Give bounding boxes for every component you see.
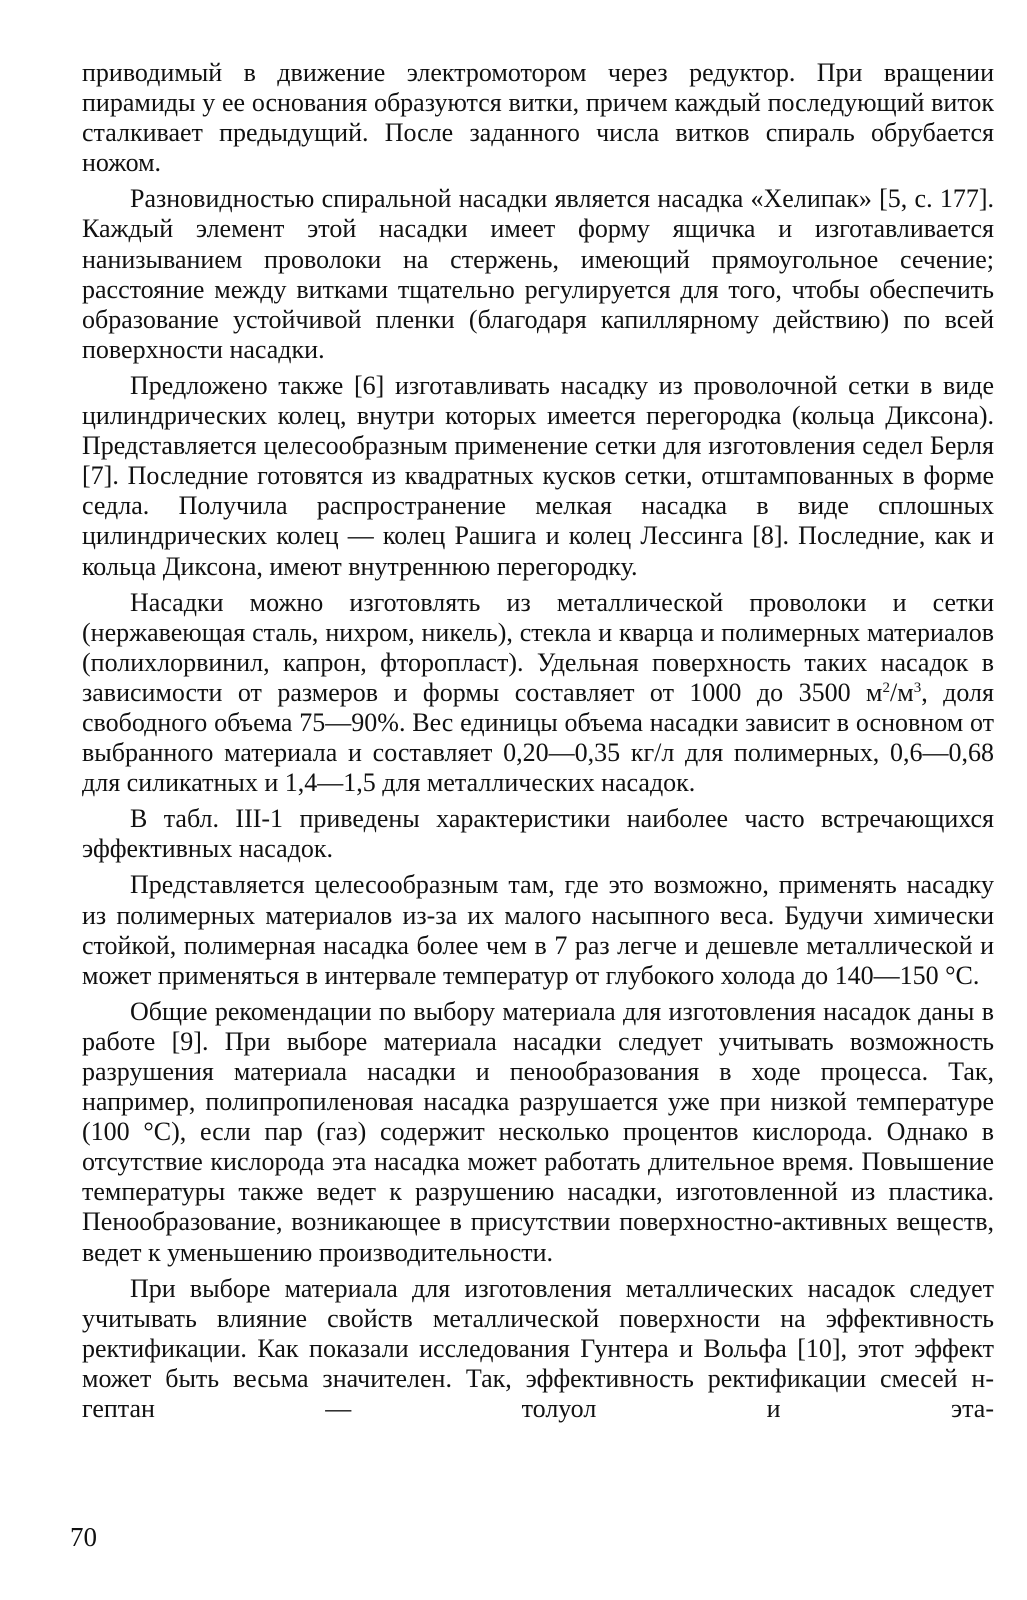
paragraph-4-text-start: Насадки можно изготовлять из металлической проволоки и сетки (нержавеющая сталь, нихром, никель), стекла и кварца и полимерных материалов (полихлорвинил, капрон, фторопласт). Удельная поверхность таких насадок в зависимости от размеров и формы составляет от 1000 до 3500 м xyxy=(82,587,994,707)
paragraph-4 xyxy=(82,588,994,799)
paragraph-6: Представляется целесообразным там, где это возможно, применять насадку из полимерных материалов из-за их малого насыпного веса. Будучи химически стойкой, полимерная насадка более чем в 7 раз легче и дешевле металлической и может применяться в интервале температур от глубокого холода до 140—150 °C. xyxy=(82,870,994,990)
paragraph-4-unit-slash: /м xyxy=(890,677,914,707)
paragraph-7: Общие рекомендации по выбору материала для изготовления насадок даны в работе [9]. При выборе материала насадки следует учитывать возможность разрушения материала насадки и пенообразования в ходе процесса. Так, например, полипропиленовая насадка разрушается уже при низкой температуре (100 °C), если пар (газ) содержит несколько процентов кислорода. Однако в отсутствие кислорода эта насадка может работать длительное время. Повышение температуры также ведет к разрушению насадки, изготовленной из пластика. Пенообразование, возникающее в присутствии поверхностно-активных веществ, ведет к уменьшению производительности. xyxy=(82,996,994,1267)
paragraph-3: Предложено также [6] изготавливать насадку из проволочной сетки в виде цилиндрических колец, внутри которых имеется перегородка (кольца Диксона). Представляется целесообразным применение сетки для изготовления седел Берля [7]. Последние готовятся из квадратных кусков сетки, отштампованных в форме седла. Получила распространение мелкая насадка в виде сплошных цилиндрических колец — колец Рашига и колец Лессинга [8]. Последние, как и кольца Диксона, имеют внутреннюю перегородку. xyxy=(82,370,994,581)
paragraph-2: Разновидностью спиральной насадки является насадка «Хелипак» [5, с. 177]. Каждый элемент этой насадки имеет форму ящичка и изготавливается нанизыванием проволоки на стержень, имеющий прямоугольное сечение; расстояние между витками тщательно регулируется для того, чтобы обеспечить образование устойчивой пленки (благодаря капиллярному действию) по всей поверхности насадки. xyxy=(82,184,994,364)
paragraph-8: При выборе материала для изготовления металлических насадок следует учитывать влияние свойств металлической поверхности на эффективность ректификации. Как показали исследования Гунтера и Вольфа [10], этот эффект может быть весьма значителен. Так, эффективность ректификации смесей н-гептан — толуол и эта- xyxy=(82,1273,994,1424)
book-page xyxy=(82,58,994,1558)
paragraph-4-text-end: , доля свободного объема 75—90%. Вес единицы объема насадки зависит в основном от выбранного материала и составляет 0,20—0,35 кг/л для полимерных, 0,6—0,68 для силикатных и 1,4—1,5 для металлических насадок. xyxy=(82,677,994,798)
superscript-cubed: 3 xyxy=(913,679,922,696)
paragraph-5: В табл. III-1 приведены характеристики наиболее часто встречающихся эффективных насадок. xyxy=(82,804,994,864)
superscript-squared: 2 xyxy=(882,679,891,696)
paragraph-1: приводимый в движение электромотором через редуктор. При вращении пирамиды у ее основания образуются витки, причем каждый последующий виток сталкивает предыдущий. После заданного числа витков спираль обрубается ножом. xyxy=(82,58,994,178)
page-number: 70 xyxy=(70,1522,97,1552)
